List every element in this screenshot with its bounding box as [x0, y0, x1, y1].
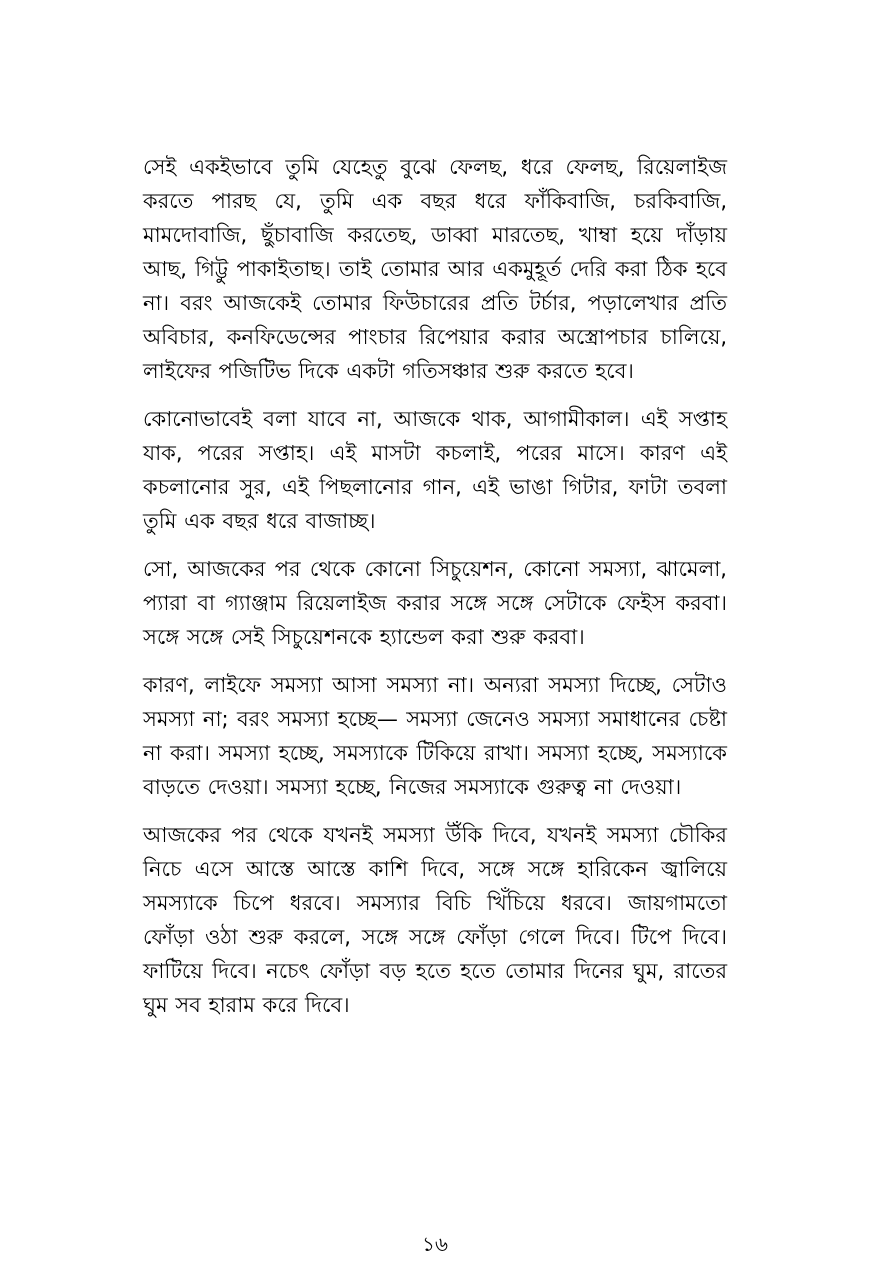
paragraph-1: সেই একইভাবে তুমি যেহেতু বুঝে ফেলছ, ধরে ফেলছ, রিয়েলাইজ করতে পারছ যে, তুমি এক বছর ধরে ফাঁকিবাজি, চরকিবাজি, মামদোবাজি, ছুঁচাবাজি করতেছ, ডাব্বা মারতেছ, খাম্বা হয়ে দাঁড়ায় আছ, গিট্টু পাকাইতাছ। তাই তোমার আর একমুহূর্ত দেরি করা ঠিক হবে না। বরং আজকেই তোমার ফিউচারের প্রতি টর্চার, পড়ালেখার প্রতি অবিচার, কনফিডেন্সের পাংচার রিপেয়ার করার অস্ত্রোপচার চালিয়ে, লাইফের পজিটিভ দিকে একটা গতিসঞ্চার শুরু করতে হবে।: [143, 155, 727, 383]
paragraph-2: কোনোভাবেই বলা যাবে না, আজকে থাক, আগামীকাল। এই সপ্তাহ যাক, পরের সপ্তাহ। এই মাসটা কচলাই, পরের মাসে। কারণ এই কচলানোর সুর, এই পিছলানোর গান, এই ভাঙা গিটার, ফাটা তবলা তুমি এক বছর ধরে বাজাচ্ছ।: [143, 407, 727, 533]
paragraph-4: কারণ, লাইফে সমস্যা আসা সমস্যা না। অন্যরা সমস্যা দিচ্ছে, সেটাও সমস্যা না; বরং সমস্যা হচ্ছে— সমস্যা জেনেও সমস্যা সমাধানের চেষ্টা না করা। সমস্যা হচ্ছে, সমস্যাকে টিকিয়ে রাখা। সমস্যা হচ্ছে, সমস্যাকে বাড়তে দেওয়া। সমস্যা হচ্ছে, নিজের সমস্যাকে গুরুত্ব না দেওয়া।: [143, 673, 727, 799]
paragraph-3: সো, আজকের পর থেকে কোনো সিচুয়েশন, কোনো সমস্যা, ঝামেলা, প্যারা বা গ্যাঞ্জাম রিয়েলাইজ করার সঙ্গে সঙ্গে সেটাকে ফেইস করবা। সঙ্গে সঙ্গে সেই সিচুয়েশনকে হ্যান্ডেল করা শুরু করবা।: [143, 557, 727, 649]
page-body: [143, 150, 727, 1036]
page-number: ১৬: [422, 1232, 448, 1256]
paragraph-5: আজকের পর থেকে যখনই সমস্যা উঁকি দিবে, যখনই সমস্যা চৌকির নিচে এসে আস্তে আস্তে কাশি দিবে, সঙ্গে সঙ্গে হারিকেন জ্বালিয়ে সমস্যাকে চিপে ধরবে। সমস্যার বিচি খিঁচিয়ে ধরবে। জায়গামতো ফোঁড়া ওঠা শুরু করলে, সঙ্গে সঙ্গে ফোঁড়া গেলে দিবে। টিপে দিবে। ফাটিয়ে দিবে। নচেৎ ফোঁড়া বড় হতে হতে তোমার দিনের ঘুম, রাতের ঘুম সব হারাম করে দিবে।: [143, 823, 727, 1017]
